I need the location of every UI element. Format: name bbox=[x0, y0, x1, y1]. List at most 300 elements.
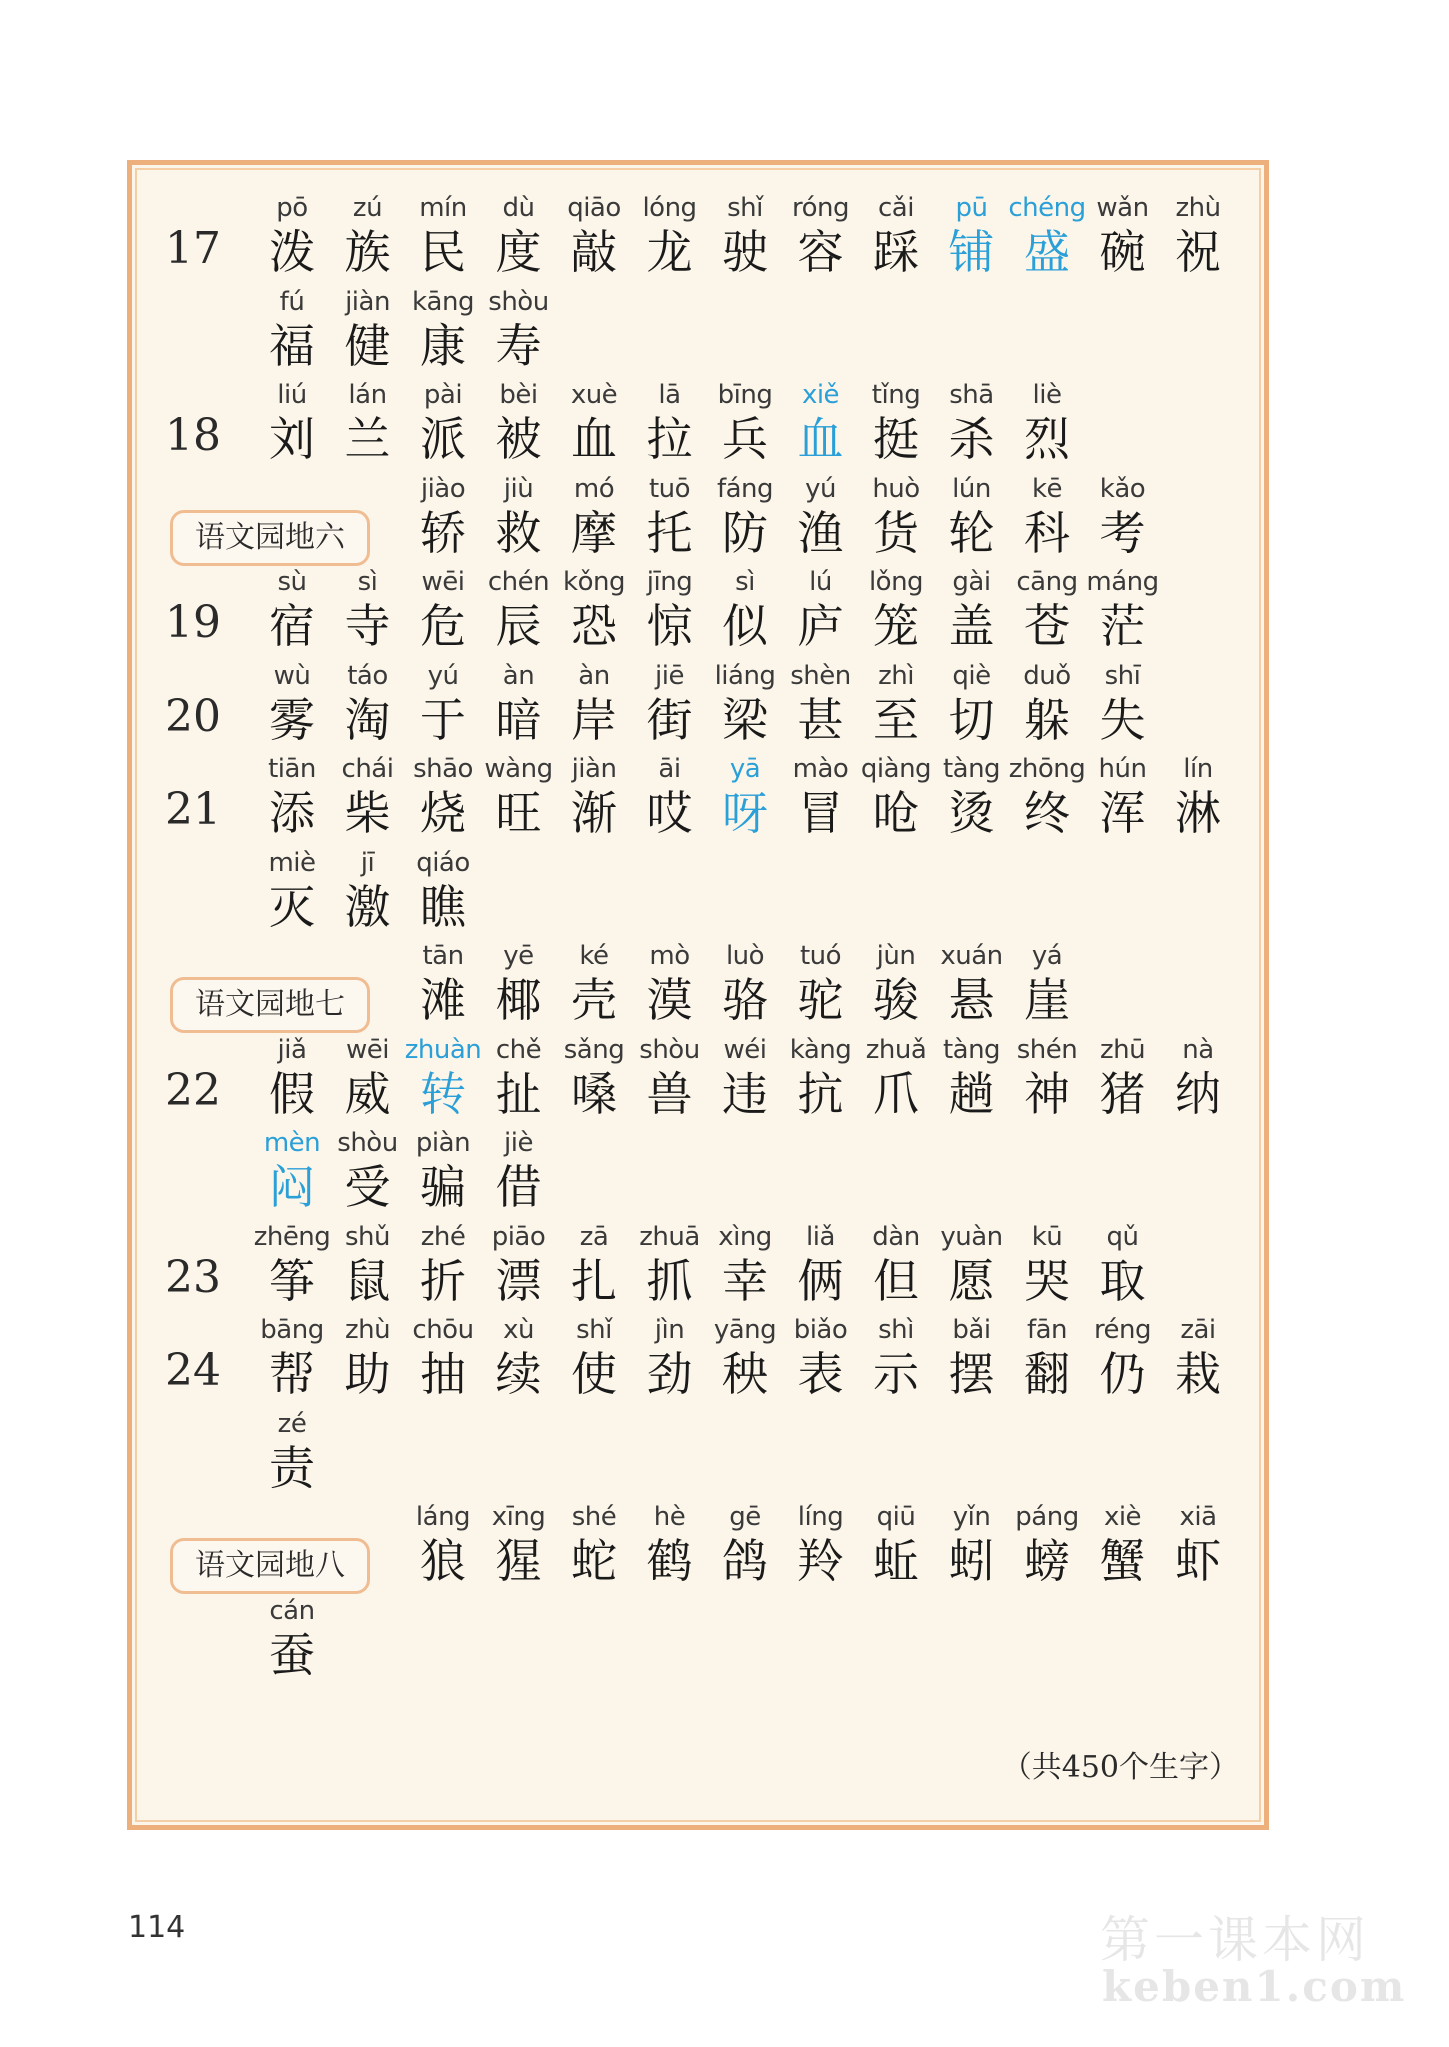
hanzi: 科 bbox=[1024, 505, 1070, 560]
pinyin: shǐ bbox=[727, 193, 763, 223]
pinyin: kāng bbox=[412, 286, 474, 317]
hanzi: 健 bbox=[344, 318, 391, 373]
pinyin: zā bbox=[579, 1221, 609, 1252]
pinyin: dù bbox=[502, 193, 535, 223]
lesson-number: 19 bbox=[165, 597, 221, 648]
hanzi: 踩 bbox=[873, 225, 919, 279]
pinyin: qiè bbox=[952, 660, 991, 691]
pinyin: mín bbox=[419, 193, 467, 223]
pinyin: yē bbox=[503, 941, 534, 971]
pinyin: chái bbox=[341, 754, 394, 784]
pinyin: gài bbox=[952, 567, 991, 597]
hanzi: 摩 bbox=[571, 505, 617, 560]
pinyin: gē bbox=[729, 1502, 761, 1532]
hanzi: 帮 bbox=[269, 1347, 315, 1401]
pinyin: fáng bbox=[716, 473, 774, 504]
hanzi: 寿 bbox=[495, 318, 542, 373]
pinyin: shé bbox=[571, 1502, 617, 1532]
pinyin: kǎo bbox=[1099, 473, 1146, 504]
pinyin: wéi bbox=[723, 1034, 767, 1065]
pinyin: qiū bbox=[876, 1502, 916, 1532]
character-cell bbox=[1160, 1035, 1236, 1135]
hanzi: 转 bbox=[420, 1066, 466, 1121]
hanzi: 扯 bbox=[495, 1066, 542, 1121]
hanzi: 扎 bbox=[571, 1253, 617, 1308]
pinyin: chén bbox=[487, 567, 550, 597]
hanzi: 托 bbox=[646, 505, 693, 560]
pinyin: jī bbox=[360, 847, 375, 878]
pinyin: hè bbox=[653, 1502, 686, 1532]
pinyin: zhōng bbox=[1008, 754, 1086, 784]
hanzi: 狼 bbox=[420, 1534, 466, 1588]
hanzi: 切 bbox=[948, 692, 995, 747]
hanzi: 血 bbox=[797, 412, 844, 466]
pinyin: lú bbox=[809, 567, 832, 597]
hanzi: 但 bbox=[873, 1253, 919, 1308]
pinyin: xiě bbox=[801, 380, 840, 410]
character-cell bbox=[481, 287, 557, 387]
pinyin: zhé bbox=[420, 1221, 466, 1252]
hanzi: 螃 bbox=[1024, 1534, 1070, 1588]
hanzi: 度 bbox=[495, 225, 542, 279]
pinyin: lún bbox=[952, 473, 991, 504]
pinyin: àn bbox=[578, 660, 610, 691]
hanzi: 俩 bbox=[797, 1253, 844, 1308]
hanzi: 于 bbox=[420, 692, 466, 747]
pinyin: yú bbox=[427, 660, 459, 691]
pinyin: mèn bbox=[263, 1128, 321, 1158]
pinyin: jiàn bbox=[345, 286, 390, 317]
pinyin: chōu bbox=[412, 1315, 474, 1345]
page-number: 114 bbox=[128, 1910, 186, 1945]
hanzi: 责 bbox=[269, 1440, 315, 1495]
pinyin: lóng bbox=[642, 193, 697, 223]
pinyin: shèn bbox=[790, 660, 851, 691]
pinyin: yā bbox=[729, 754, 761, 784]
pinyin: jiàn bbox=[571, 754, 617, 784]
character-cell bbox=[254, 1409, 330, 1509]
pinyin: jīng bbox=[646, 567, 693, 597]
lesson-number: 17 bbox=[165, 223, 221, 274]
pinyin: hún bbox=[1098, 754, 1147, 784]
hanzi: 抽 bbox=[420, 1347, 466, 1401]
hanzi: 辰 bbox=[495, 599, 542, 653]
character-cell bbox=[1009, 380, 1085, 480]
hanzi: 挺 bbox=[873, 412, 919, 466]
pinyin: zhū bbox=[1099, 1034, 1146, 1065]
hanzi: 纳 bbox=[1175, 1066, 1221, 1121]
pinyin: bāng bbox=[260, 1315, 324, 1345]
hanzi: 闷 bbox=[269, 1160, 315, 1214]
hanzi: 考 bbox=[1099, 505, 1146, 560]
pinyin: tàng bbox=[942, 1034, 1001, 1065]
pinyin: piāo bbox=[491, 1221, 546, 1252]
hanzi: 敲 bbox=[571, 225, 617, 279]
hanzi: 表 bbox=[797, 1347, 844, 1401]
pinyin: yuàn bbox=[940, 1221, 1003, 1252]
hanzi: 蚓 bbox=[948, 1534, 995, 1588]
hanzi: 哎 bbox=[646, 786, 693, 840]
hanzi: 抗 bbox=[797, 1066, 844, 1121]
hanzi: 冒 bbox=[797, 786, 844, 840]
hanzi: 借 bbox=[495, 1160, 542, 1214]
hanzi: 浑 bbox=[1099, 786, 1146, 840]
pinyin: zhù bbox=[344, 1315, 391, 1345]
pinyin: róng bbox=[791, 193, 849, 223]
hanzi: 蛇 bbox=[571, 1534, 617, 1588]
hanzi: 街 bbox=[646, 692, 693, 747]
hanzi: 取 bbox=[1099, 1253, 1146, 1308]
hanzi: 猩 bbox=[495, 1534, 542, 1588]
hanzi: 淋 bbox=[1175, 786, 1221, 840]
pinyin: kē bbox=[1031, 473, 1063, 504]
pinyin: liè bbox=[1032, 380, 1062, 410]
pinyin: qiāo bbox=[567, 193, 621, 223]
hanzi: 暗 bbox=[495, 692, 542, 747]
hanzi: 驼 bbox=[797, 973, 844, 1027]
pinyin: piàn bbox=[415, 1128, 471, 1158]
pinyin: liáng bbox=[714, 660, 776, 691]
pinyin: xiā bbox=[1179, 1502, 1217, 1532]
hanzi: 翻 bbox=[1024, 1347, 1070, 1401]
pinyin: wàng bbox=[484, 754, 553, 784]
pinyin: shì bbox=[878, 1315, 914, 1345]
pinyin: sì bbox=[735, 567, 755, 597]
pinyin: wēi bbox=[421, 567, 465, 597]
hanzi: 防 bbox=[722, 505, 768, 560]
pinyin: réng bbox=[1093, 1315, 1152, 1345]
pinyin: tuō bbox=[648, 473, 691, 504]
pinyin: zhuǎ bbox=[865, 1034, 927, 1065]
hanzi: 哭 bbox=[1024, 1253, 1070, 1308]
hanzi: 呀 bbox=[722, 786, 768, 840]
chinese-garden-label: 语文园地七 bbox=[170, 977, 370, 1033]
character-cell bbox=[405, 848, 481, 948]
hanzi: 助 bbox=[344, 1347, 391, 1401]
character-cell bbox=[254, 1596, 330, 1696]
hanzi: 危 bbox=[420, 599, 466, 653]
character-cell bbox=[1009, 941, 1085, 1041]
pinyin: liǎ bbox=[806, 1221, 835, 1252]
hanzi: 岸 bbox=[571, 692, 617, 747]
pinyin: pū bbox=[955, 193, 988, 223]
hanzi: 呛 bbox=[873, 786, 919, 840]
hanzi: 漠 bbox=[646, 973, 693, 1027]
pinyin: cǎi bbox=[878, 193, 914, 223]
hanzi: 使 bbox=[571, 1347, 617, 1401]
pinyin: shī bbox=[1104, 660, 1141, 691]
hanzi: 兵 bbox=[722, 412, 768, 466]
pinyin: xuán bbox=[940, 941, 1003, 971]
hanzi: 幸 bbox=[722, 1253, 768, 1308]
hanzi: 铺 bbox=[948, 225, 995, 279]
pinyin: yú bbox=[805, 473, 836, 504]
hanzi: 终 bbox=[1024, 786, 1070, 840]
pinyin: huò bbox=[872, 473, 920, 504]
hanzi: 蟹 bbox=[1099, 1534, 1146, 1588]
hanzi: 被 bbox=[495, 412, 542, 466]
hanzi: 趟 bbox=[948, 1066, 995, 1121]
hanzi: 血 bbox=[571, 412, 617, 466]
pinyin: dàn bbox=[872, 1221, 920, 1252]
pinyin: zhēng bbox=[253, 1221, 331, 1252]
hanzi: 悬 bbox=[948, 973, 995, 1027]
hanzi: 甚 bbox=[797, 692, 844, 747]
pinyin: shāo bbox=[413, 754, 473, 784]
pinyin: zú bbox=[352, 193, 383, 223]
hanzi: 民 bbox=[420, 225, 466, 279]
character-cell bbox=[1160, 754, 1236, 854]
pinyin: pài bbox=[423, 380, 463, 410]
pinyin: sù bbox=[277, 567, 307, 597]
hanzi: 轮 bbox=[948, 505, 995, 560]
hanzi: 威 bbox=[344, 1066, 391, 1121]
pinyin: shòu bbox=[639, 1034, 700, 1065]
hanzi: 崖 bbox=[1024, 973, 1070, 1027]
hanzi: 救 bbox=[495, 505, 542, 560]
pinyin: tàng bbox=[942, 754, 1001, 784]
hanzi: 神 bbox=[1024, 1066, 1070, 1121]
pinyin: shén bbox=[1016, 1034, 1078, 1065]
hanzi: 兰 bbox=[344, 412, 391, 466]
hanzi: 羚 bbox=[797, 1534, 844, 1588]
pinyin: xiè bbox=[1103, 1502, 1142, 1532]
pinyin: nà bbox=[1182, 1034, 1214, 1065]
pinyin: ké bbox=[579, 941, 609, 971]
pinyin: liú bbox=[277, 380, 307, 410]
pinyin: máng bbox=[1086, 567, 1159, 597]
hanzi: 烧 bbox=[420, 786, 466, 840]
pinyin: xīng bbox=[491, 1502, 546, 1532]
hanzi: 躲 bbox=[1024, 692, 1070, 747]
pinyin: wēi bbox=[346, 1034, 389, 1065]
pinyin: mò bbox=[649, 941, 690, 971]
hanzi: 添 bbox=[269, 786, 315, 840]
hanzi: 灭 bbox=[269, 879, 315, 934]
pinyin: jùn bbox=[876, 941, 916, 971]
hanzi: 爪 bbox=[873, 1066, 919, 1121]
pinyin: sǎng bbox=[563, 1034, 625, 1065]
pinyin: yāng bbox=[713, 1315, 777, 1345]
pinyin: xìng bbox=[718, 1221, 772, 1252]
pinyin: lǒng bbox=[868, 567, 924, 597]
hanzi: 惊 bbox=[646, 599, 693, 653]
pinyin: qiàng bbox=[860, 754, 932, 784]
pinyin: zhù bbox=[1175, 193, 1221, 223]
hanzi: 假 bbox=[269, 1066, 315, 1121]
hanzi: 栽 bbox=[1175, 1347, 1221, 1401]
pinyin: shǐ bbox=[576, 1315, 612, 1345]
hanzi: 苍 bbox=[1024, 599, 1070, 653]
hanzi: 雾 bbox=[269, 692, 315, 747]
pinyin: táo bbox=[347, 660, 388, 691]
hanzi: 受 bbox=[344, 1160, 391, 1214]
pinyin: miè bbox=[268, 847, 316, 878]
pinyin: āi bbox=[658, 754, 681, 784]
pinyin: kǒng bbox=[563, 567, 625, 597]
hanzi: 货 bbox=[873, 505, 919, 560]
pinyin: mào bbox=[792, 754, 849, 784]
hanzi: 劲 bbox=[646, 1347, 693, 1401]
pinyin: pō bbox=[276, 193, 308, 223]
lesson-number: 23 bbox=[165, 1251, 221, 1303]
hanzi: 漂 bbox=[495, 1253, 542, 1308]
pinyin: zhì bbox=[878, 660, 914, 691]
total-count-note: （共450个生字） bbox=[1001, 1750, 1239, 1785]
hanzi: 茫 bbox=[1099, 599, 1146, 653]
pinyin: zāi bbox=[1180, 1315, 1216, 1345]
hanzi: 族 bbox=[344, 225, 391, 279]
lesson-number: 22 bbox=[165, 1064, 221, 1116]
pinyin: xuè bbox=[570, 380, 618, 410]
pinyin: zhuā bbox=[639, 1221, 700, 1252]
hanzi: 示 bbox=[873, 1347, 919, 1401]
hanzi: 宿 bbox=[269, 599, 315, 653]
pinyin: bīng bbox=[717, 380, 773, 410]
pinyin: shǔ bbox=[344, 1221, 390, 1252]
hanzi: 梁 bbox=[722, 692, 768, 747]
chinese-garden-label: 语文园地六 bbox=[170, 510, 370, 566]
pinyin: jiē bbox=[655, 660, 684, 691]
pinyin: duǒ bbox=[1023, 660, 1071, 691]
lesson-number: 18 bbox=[165, 410, 221, 461]
hanzi: 轿 bbox=[420, 505, 466, 560]
pinyin: kàng bbox=[789, 1034, 852, 1065]
pinyin: zé bbox=[277, 1408, 307, 1439]
hanzi: 壳 bbox=[571, 973, 617, 1027]
pinyin: sì bbox=[357, 567, 378, 597]
pinyin: páng bbox=[1015, 1502, 1079, 1532]
hanzi: 鹤 bbox=[646, 1534, 693, 1588]
hanzi: 寺 bbox=[344, 599, 391, 653]
watermark-chinese: 第一课本网 bbox=[1100, 1911, 1370, 1969]
pinyin: shòu bbox=[488, 286, 549, 317]
hanzi: 折 bbox=[420, 1253, 466, 1308]
hanzi: 庐 bbox=[797, 599, 844, 653]
pinyin: biǎo bbox=[793, 1315, 848, 1345]
character-cell bbox=[1160, 193, 1236, 293]
pinyin: qǔ bbox=[1106, 1221, 1139, 1252]
hanzi: 烫 bbox=[948, 786, 995, 840]
pinyin: lán bbox=[348, 380, 387, 410]
hanzi: 祝 bbox=[1175, 225, 1221, 279]
hanzi: 骏 bbox=[873, 973, 919, 1027]
pinyin: shā bbox=[949, 380, 994, 410]
watermark-url: keben1.com bbox=[1102, 1962, 1407, 2011]
pinyin: jiù bbox=[503, 473, 534, 504]
pinyin: yá bbox=[1031, 941, 1063, 971]
hanzi: 鸽 bbox=[722, 1534, 768, 1588]
pinyin: láng bbox=[415, 1502, 471, 1532]
pinyin: jiè bbox=[504, 1128, 533, 1158]
hanzi: 愿 bbox=[948, 1253, 995, 1308]
pinyin: jiǎ bbox=[277, 1034, 307, 1065]
hanzi: 续 bbox=[495, 1347, 542, 1401]
character-cell bbox=[1160, 1502, 1236, 1602]
pinyin: xù bbox=[503, 1315, 534, 1345]
pinyin: bèi bbox=[499, 380, 538, 410]
pinyin: zhuàn bbox=[404, 1034, 482, 1065]
pinyin: àn bbox=[502, 660, 535, 691]
hanzi: 摆 bbox=[948, 1347, 995, 1401]
hanzi: 猪 bbox=[1099, 1066, 1146, 1121]
hanzi: 容 bbox=[797, 225, 844, 279]
pinyin: bǎi bbox=[952, 1315, 991, 1345]
pinyin: jiào bbox=[420, 473, 466, 504]
character-cell bbox=[1085, 567, 1161, 667]
hanzi: 淘 bbox=[344, 692, 391, 747]
character-cell bbox=[1085, 661, 1161, 761]
lesson-number: 24 bbox=[165, 1345, 221, 1396]
chinese-garden-label: 语文园地八 bbox=[170, 1538, 370, 1594]
pinyin: qiáo bbox=[416, 847, 470, 878]
pinyin: lā bbox=[658, 380, 681, 410]
pinyin: luò bbox=[725, 941, 765, 971]
hanzi: 筝 bbox=[269, 1253, 315, 1308]
pinyin: jìn bbox=[654, 1315, 685, 1345]
hanzi: 烈 bbox=[1024, 412, 1070, 466]
hanzi: 瞧 bbox=[420, 879, 466, 934]
pinyin: tǐng bbox=[871, 380, 921, 410]
pinyin: fān bbox=[1026, 1315, 1068, 1345]
pinyin: chéng bbox=[1008, 193, 1086, 223]
hanzi: 仍 bbox=[1099, 1347, 1146, 1401]
hanzi: 鼠 bbox=[344, 1253, 391, 1308]
hanzi: 至 bbox=[873, 692, 919, 747]
pinyin: cán bbox=[269, 1595, 315, 1626]
hanzi: 盛 bbox=[1024, 225, 1070, 279]
hanzi: 虾 bbox=[1175, 1534, 1221, 1588]
hanzi: 抓 bbox=[646, 1253, 693, 1308]
hanzi: 柴 bbox=[344, 786, 391, 840]
hanzi: 笼 bbox=[873, 599, 919, 653]
hanzi: 骗 bbox=[420, 1160, 466, 1214]
hanzi: 渐 bbox=[571, 786, 617, 840]
hanzi: 福 bbox=[269, 318, 315, 373]
hanzi: 失 bbox=[1099, 692, 1146, 747]
pinyin: shòu bbox=[337, 1128, 398, 1158]
hanzi: 旺 bbox=[495, 786, 542, 840]
hanzi: 恐 bbox=[571, 599, 617, 653]
hanzi: 违 bbox=[722, 1066, 768, 1121]
pinyin: fú bbox=[279, 286, 305, 317]
pinyin: mó bbox=[573, 473, 615, 504]
character-cell bbox=[1085, 474, 1161, 574]
pinyin: kū bbox=[1031, 1221, 1063, 1252]
hanzi: 蚕 bbox=[269, 1627, 315, 1682]
hanzi: 驶 bbox=[722, 225, 768, 279]
hanzi: 兽 bbox=[646, 1066, 693, 1121]
hanzi: 嗓 bbox=[571, 1066, 617, 1121]
hanzi: 泼 bbox=[269, 225, 315, 279]
hanzi: 滩 bbox=[420, 973, 466, 1027]
character-cell bbox=[481, 1128, 557, 1228]
hanzi: 渔 bbox=[797, 505, 844, 560]
pinyin: wù bbox=[273, 660, 311, 691]
pinyin: líng bbox=[797, 1502, 844, 1532]
hanzi: 蚯 bbox=[873, 1534, 919, 1588]
pinyin: wǎn bbox=[1096, 193, 1149, 223]
hanzi: 龙 bbox=[646, 225, 693, 279]
pinyin: tān bbox=[422, 941, 464, 971]
hanzi: 派 bbox=[420, 412, 466, 466]
pinyin: cāng bbox=[1016, 567, 1078, 597]
pinyin: lín bbox=[1183, 754, 1213, 784]
character-cell bbox=[1160, 1315, 1236, 1415]
hanzi: 激 bbox=[344, 879, 391, 934]
lesson-number: 21 bbox=[165, 784, 221, 835]
hanzi: 盖 bbox=[948, 599, 995, 653]
